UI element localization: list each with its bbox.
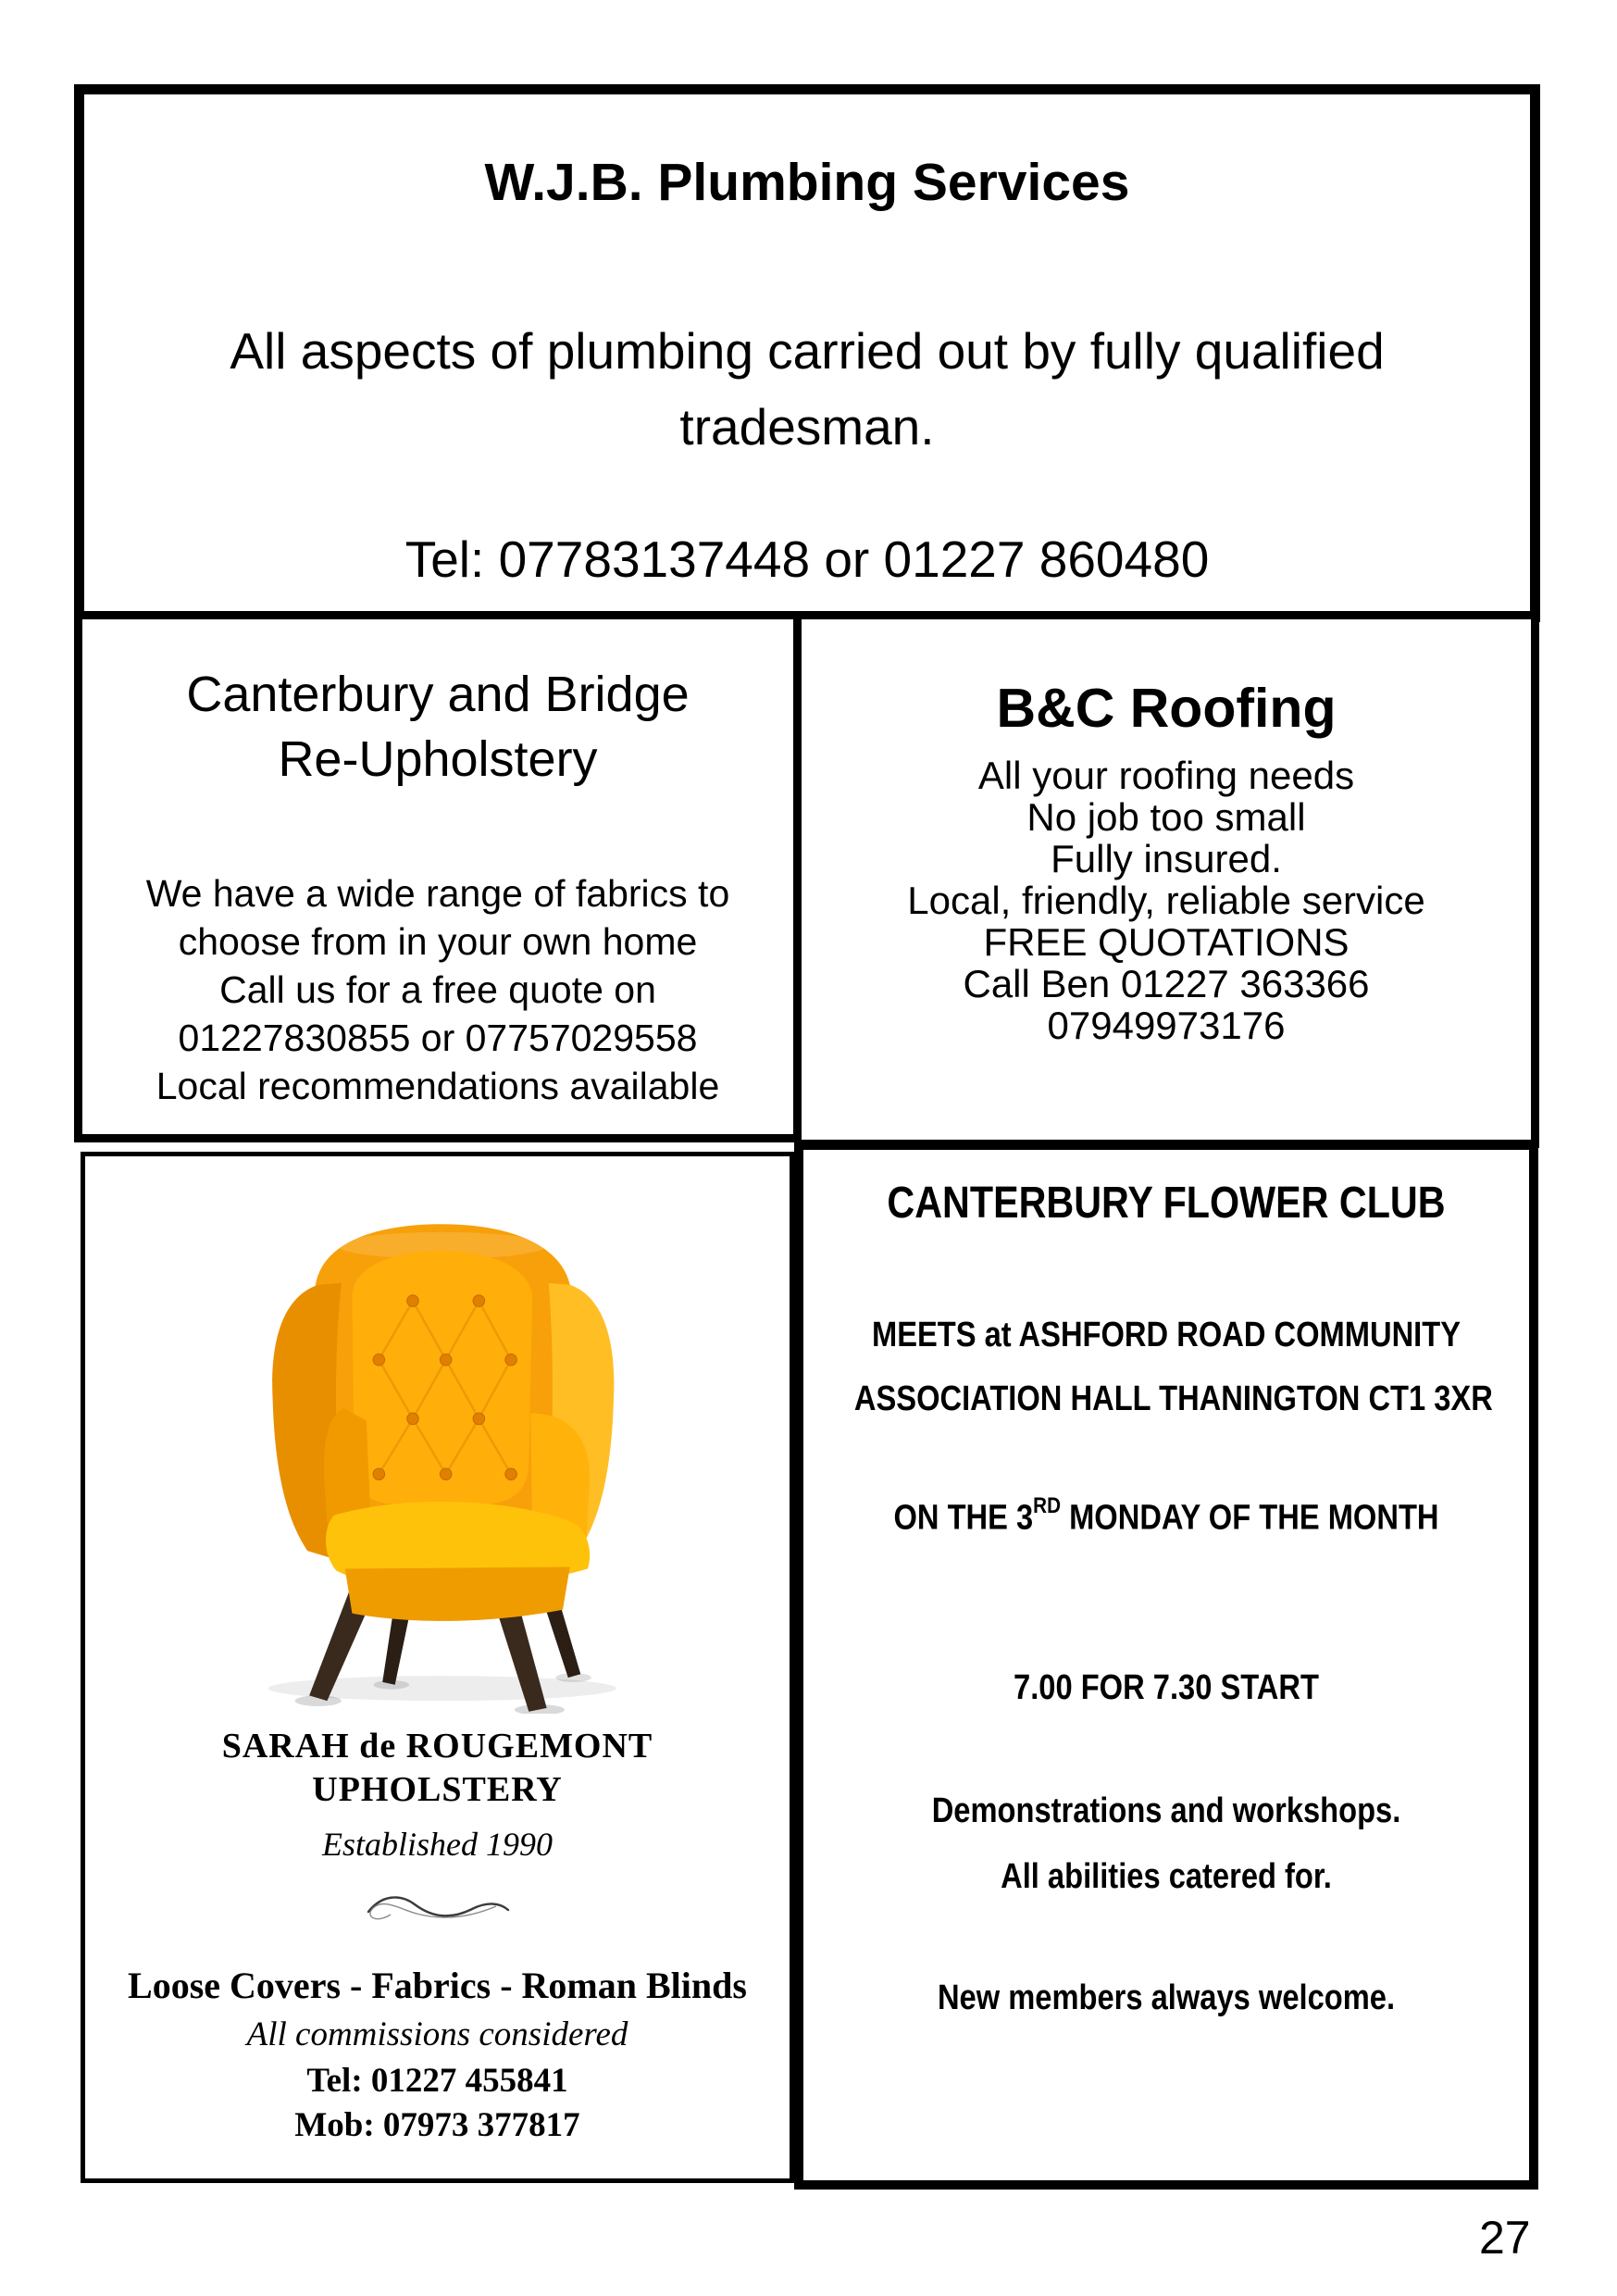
reupholstery-body-line: choose from in your own home [178, 920, 698, 963]
roofing-title: B&C Roofing [996, 678, 1337, 739]
plumbing-title: W.J.B. Plumbing Services [484, 153, 1130, 212]
ad-wjb-plumbing [74, 84, 1540, 622]
flourish-icon [85, 1886, 790, 1928]
roofing-body [802, 755, 1531, 1046]
ad-canterbury-flower-club [794, 1141, 1538, 2190]
plumbing-description-line1: All aspects of plumbing carried out by fully qualified [230, 322, 1385, 380]
sarah-business-name [85, 1725, 790, 1812]
flowerclub-monday-line [854, 1493, 1478, 1539]
sarah-commissions: All commissions considered [246, 2015, 628, 2053]
page-number: 27 [1479, 2212, 1531, 2264]
roofing-body-line: FREE QUOTATIONS [983, 920, 1350, 964]
roofing-body-line: All your roofing needs [977, 754, 1355, 797]
roofing-phone-line: Call Ben 01227 363366 [963, 962, 1370, 1005]
plumbing-description [84, 313, 1530, 465]
sarah-services: Loose Covers - Fabrics - Roman Blinds [128, 1965, 747, 2006]
flowerclub-extra-line: Demonstrations and workshops. [931, 1791, 1401, 1830]
ad-sarah-de-rougemont [81, 1152, 794, 2183]
monday-prefix: ON THE 3 [893, 1498, 1034, 1538]
reupholstery-body-line: We have a wide range of fabrics to [145, 872, 730, 915]
reupholstery-body-line: Local recommendations available [155, 1065, 720, 1107]
reupholstery-phone-line: 01227830855 or 07757029558 [178, 1017, 698, 1059]
reupholstery-body-line: Call us for a free quote on [219, 968, 656, 1011]
reupholstery-body [82, 869, 793, 1110]
flowerclub-extra-line: New members always welcome. [937, 1978, 1396, 2017]
reupholstery-title-line1: Canterbury and Bridge [186, 667, 690, 722]
sarah-mobile: Mob: 07973 377817 [294, 2106, 580, 2144]
sarah-name-line1: SARAH de ROUGEMONT [221, 1727, 653, 1766]
sarah-established: Established 1990 [322, 1826, 553, 1863]
monday-ordinal: RD [1033, 1493, 1061, 1518]
plumbing-phone: Tel: 07783137448 or 01227 860480 [404, 530, 1210, 588]
roofing-body-line: Fully insured. [1051, 837, 1282, 880]
armchair-image [85, 1195, 790, 1714]
flowerclub-meets-line2: ASSOCIATION HALL THANINGTON CT1 3XR [853, 1379, 1493, 1418]
flowerclub-meets-line1: MEETS at ASHFORD ROAD COMMUNITY [871, 1316, 1462, 1354]
flowerclub-title: CANTERBURY FLOWER CLUB [887, 1179, 1446, 1228]
monday-suffix: MONDAY OF THE MONTH [1060, 1498, 1439, 1538]
flowerclub-start-time: 7.00 FOR 7.30 START [1014, 1667, 1319, 1707]
flowerclub-extra-line: All abilities catered for. [1001, 1856, 1332, 1896]
reupholstery-title-line2: Re-Upholstery [278, 731, 598, 787]
chair-apron [344, 1567, 569, 1621]
sarah-name-line2: UPHOLSTERY [312, 1770, 563, 1809]
ad-canterbury-bridge-reupholstery [74, 611, 802, 1142]
reupholstery-title [82, 662, 793, 792]
sarah-telephone: Tel: 01227 455841 [306, 2062, 568, 2100]
roofing-body-line: Local, friendly, reliable service [907, 879, 1425, 922]
plumbing-description-line2: tradesman. [679, 398, 935, 455]
roofing-body-line: No job too small [1026, 795, 1306, 839]
roofing-phone-line: 07949973176 [1047, 1004, 1286, 1047]
ad-bc-roofing [802, 611, 1539, 1148]
